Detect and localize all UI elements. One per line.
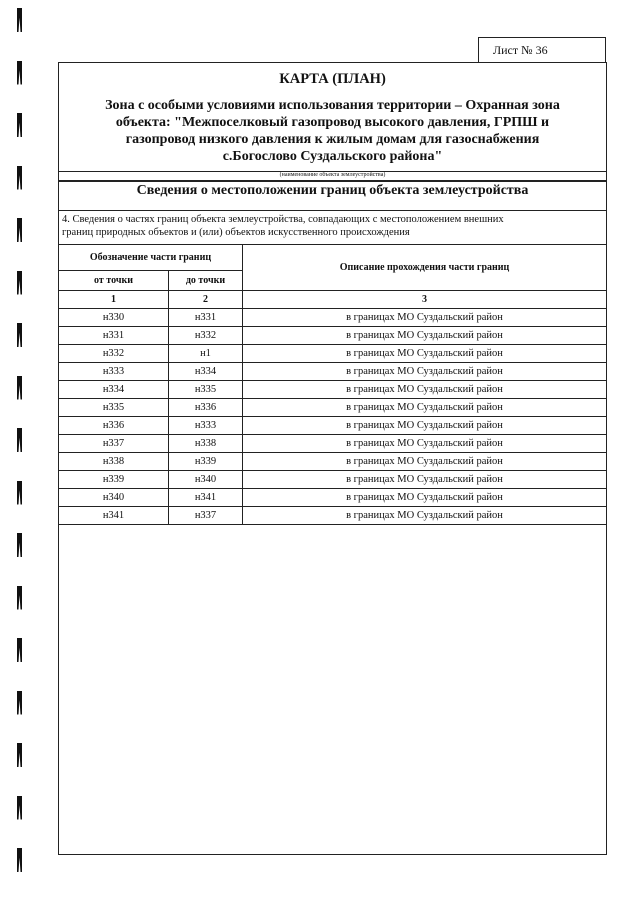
from-point: н339	[59, 471, 169, 489]
sheet-number: Лист № 36	[493, 43, 548, 57]
table-row	[59, 399, 607, 417]
divider	[59, 210, 606, 211]
description: в границах МО Суздальский район	[243, 381, 607, 399]
description: в границах МО Суздальский район	[243, 417, 607, 435]
description: в границах МО Суздальский район	[243, 345, 607, 363]
from-point: н331	[59, 327, 169, 345]
object-name-line: газопровод низкого давления к жилым домам для газоснабжения	[125, 132, 540, 147]
object-name-line: Зона с особыми условиями использования территории – Охранная зона	[105, 98, 560, 113]
object-name	[59, 97, 606, 165]
binding-hole-icon	[17, 323, 22, 347]
from-header: от точки	[59, 271, 169, 291]
table-row	[59, 327, 607, 345]
sheet-number-box	[478, 37, 606, 62]
binding-hole-icon	[17, 533, 22, 557]
divider	[59, 180, 606, 182]
col-number: 2	[169, 291, 243, 309]
from-point: н340	[59, 489, 169, 507]
table-row	[59, 435, 607, 453]
description: в границах МО Суздальский район	[243, 507, 607, 525]
to-header: до точки	[169, 271, 243, 291]
table-row	[59, 417, 607, 435]
binding-hole-icon	[17, 848, 22, 872]
binding-hole-icon	[17, 481, 22, 505]
binding-hole-icon	[17, 376, 22, 400]
paragraph-line: границ природных объектов и (или) объектов искусственного происхождения	[62, 227, 410, 238]
from-point: н336	[59, 417, 169, 435]
table-row	[59, 345, 607, 363]
col-number: 1	[59, 291, 169, 309]
to-point: н340	[169, 471, 243, 489]
binding-hole-icon	[17, 113, 22, 137]
section-paragraph	[62, 213, 586, 239]
to-point: н336	[169, 399, 243, 417]
from-point: н337	[59, 435, 169, 453]
from-point: н333	[59, 363, 169, 381]
desc-header: Описание прохождения части границ	[243, 245, 607, 291]
object-name-line: объекта: "Межпоселковый газопровод высокого давления, ГРПШ и	[115, 115, 550, 130]
binding-hole-icon	[17, 428, 22, 452]
table-row	[59, 309, 607, 327]
to-point: н334	[169, 363, 243, 381]
from-point: н335	[59, 399, 169, 417]
binding-hole-icon	[17, 61, 22, 85]
document-frame	[58, 62, 607, 855]
description: в границах МО Суздальский район	[243, 489, 607, 507]
col-number: 3	[243, 291, 607, 309]
to-point: н339	[169, 453, 243, 471]
binding-hole-icon	[17, 586, 22, 610]
table-row	[59, 489, 607, 507]
description: в границах МО Суздальский район	[243, 435, 607, 453]
table-row	[59, 507, 607, 525]
document-title: КАРТА (ПЛАН)	[279, 71, 386, 87]
from-point: н330	[59, 309, 169, 327]
table-row	[59, 363, 607, 381]
table-row	[59, 471, 607, 489]
binding-hole-icon	[17, 8, 22, 32]
section-title: Сведения о местоположении границ объекта землеустройства	[136, 183, 529, 198]
binding-hole-icon	[17, 638, 22, 662]
to-point: н341	[169, 489, 243, 507]
to-point: н335	[169, 381, 243, 399]
paragraph-line: 4. Сведения о частях границ объекта землеустройства, совпадающих с местоположением внешних	[62, 214, 504, 225]
description: в границах МО Суздальский район	[243, 363, 607, 381]
description: в границах МО Суздальский район	[243, 309, 607, 327]
from-point: н332	[59, 345, 169, 363]
object-name-line: с.Богослово Суздальского района"	[222, 149, 443, 164]
boundary-parts-table	[58, 244, 607, 525]
description: в границах МО Суздальский район	[243, 471, 607, 489]
binding-hole-icon	[17, 166, 22, 190]
to-point: н331	[169, 309, 243, 327]
to-point: н333	[169, 417, 243, 435]
from-point: н341	[59, 507, 169, 525]
to-point: н1	[169, 345, 243, 363]
binding-hole-icon	[17, 271, 22, 295]
binding-hole-icon	[17, 691, 22, 715]
description: в границах МО Суздальский район	[243, 453, 607, 471]
description: в границах МО Суздальский район	[243, 327, 607, 345]
binding-hole-icon	[17, 743, 22, 767]
from-point: н334	[59, 381, 169, 399]
description: в границах МО Суздальский район	[243, 399, 607, 417]
to-point: н338	[169, 435, 243, 453]
binding-hole-icon	[17, 796, 22, 820]
table-row	[59, 453, 607, 471]
object-name-caption: (наименование объекта землеустройства)	[279, 172, 386, 178]
to-point: н337	[169, 507, 243, 525]
from-point: н338	[59, 453, 169, 471]
binding-hole-icon	[17, 218, 22, 242]
group-header: Обозначение части границ	[59, 245, 243, 271]
to-point: н332	[169, 327, 243, 345]
table-row	[59, 381, 607, 399]
